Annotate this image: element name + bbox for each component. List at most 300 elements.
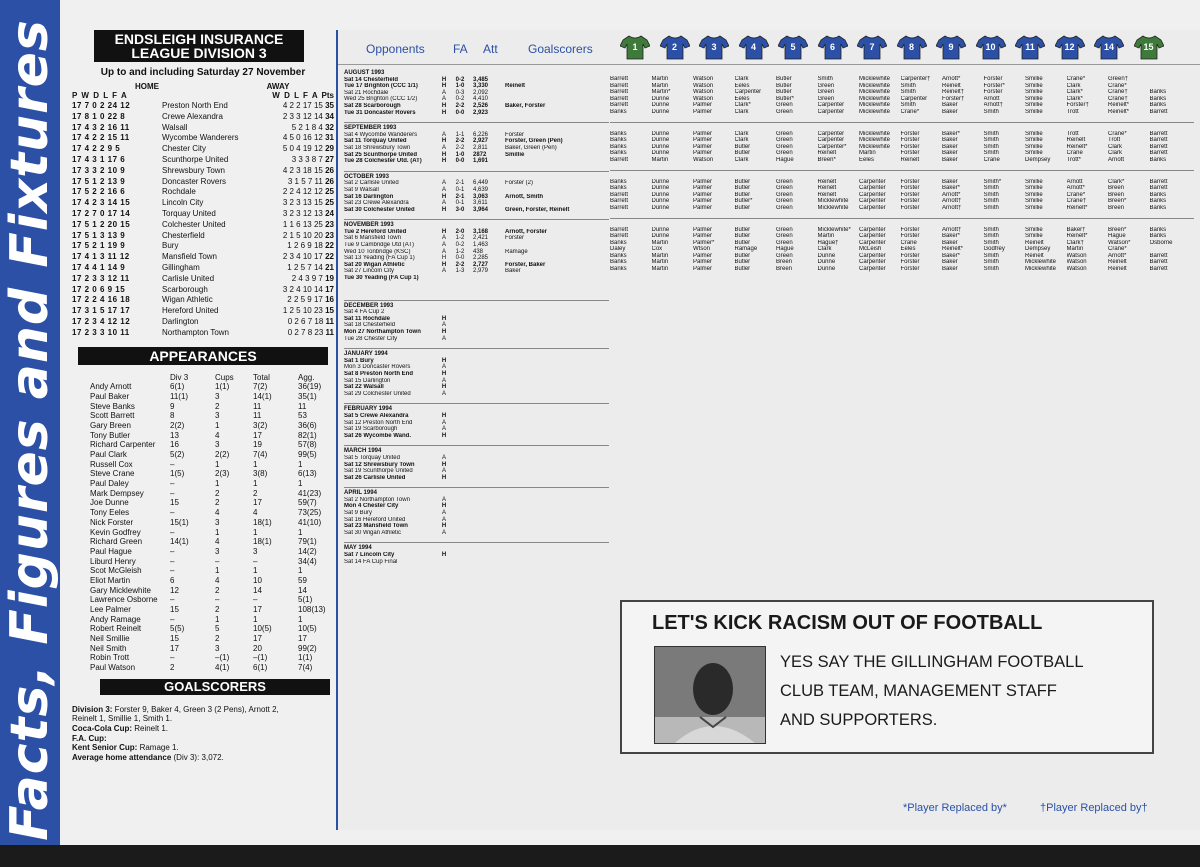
cup-apps: 2(3) [215,469,230,479]
fixture-date-opponent: Sat 11 Torquay United [344,138,407,145]
total-apps: 17 [253,430,262,440]
div3-apps: – [170,459,175,469]
fixture-date-opponent: Sat 16 Hereford United [344,516,406,523]
fixture-score [450,391,470,398]
fixture-score [450,455,470,462]
agg-apps: 1 [298,459,303,469]
lineup-player: Carpenter [817,137,845,144]
appearance-row [72,382,334,392]
lineup-player: Arnott† [942,226,962,233]
cup-apps: 1 [215,479,220,489]
fixture-venue: A [441,96,446,103]
total-apps: 6(1) [253,663,268,673]
lineup-player: Martin [1066,246,1084,253]
lineup-player: Baker* [942,130,961,137]
fixture-score: 0-0 [455,255,465,262]
side-banner [0,0,60,867]
lineup-player: Carpenter [859,191,886,198]
player-name: Scot McGleish [90,566,142,576]
fixtures-panel [336,30,1200,830]
fixture-venue: A [441,180,446,187]
fixture-attendance [470,358,505,365]
fixture-date-opponent: Tue 28 Chester City [344,335,398,342]
fixtures-list [344,68,609,565]
player-name: Paul Daley [90,479,129,489]
total-apps: 2 [253,488,258,498]
fixture-scorers [505,468,605,475]
lineup-player: Micklewhite [859,82,891,89]
fixture-venue: H [441,523,447,530]
shirt-number-10 [976,34,1006,60]
fixture-scorers: Baker [505,268,521,275]
fixture-venue: H [441,329,447,335]
total-apps: 18(1) [253,537,272,547]
lineup-player: Watson [1066,252,1087,259]
lineup-player: Breen [1108,185,1125,192]
lineup-player: Dunne [817,259,836,266]
away-record [255,166,334,177]
player-name: Russell Cox [90,459,133,469]
lineup-player: Butler [734,259,751,266]
div3-apps: 8 [170,411,175,421]
fixture-score [450,322,470,329]
fixture-scorers [505,559,605,566]
home-record: 17 5 2 1 19 9 [72,241,126,251]
lineup-player: Palmer [693,185,713,192]
goalscorer-text: Ramage 1. [137,743,179,753]
fixture-row [344,552,609,559]
league-row [72,295,334,306]
lineup-player: Banks [610,239,627,246]
fixture-venue: A [441,268,446,275]
fixture-attendance: 2,811 [473,144,488,151]
shirt-number-2 [660,34,690,60]
away-record [255,123,334,134]
cup-apps: 4 [215,508,220,518]
col-total: Total [253,372,270,382]
lineup-player: Crane† [1108,89,1128,96]
lineup-player: Martin [651,266,669,273]
lineup-player: Forster† [1066,102,1089,109]
lineup-player: Smith [817,76,833,82]
home-away-labels [72,82,334,91]
lineup-player: Forster [900,143,920,150]
lineup-player: Forster [900,252,920,259]
home-label: HOME [135,82,159,91]
fixture-attendance: 2,285 [473,255,489,262]
lineup-player: Martin [651,259,669,266]
fixture-row [344,309,609,316]
player-name: Lawrence Osborne [90,595,158,605]
fixture-score: 0-1 [455,200,465,207]
fixture-score: 0-0 [455,158,465,165]
fixture-venue [438,275,450,282]
lineup-player: Carpenter [859,226,886,233]
points: 27 [325,154,334,164]
team-name: Darlington [162,316,199,326]
lineup-player: Clark [734,108,749,115]
lineup-player: Arnott† [983,102,1003,109]
lineup-player: Butler [734,204,751,211]
goalscorer-text: (Div 3): 3,072. [171,752,224,762]
lineup-player: Breen* [1108,198,1127,205]
fixture-venue: H [441,76,447,83]
points: 11 [325,316,334,326]
home-record: 17 3 1 5 17 17 [72,306,131,316]
fixture-scorers: Arnott, Forster [505,228,547,235]
lineup-player: Forster [900,259,920,266]
lineup-player: Trott [1108,137,1121,144]
lineup-player: Green [776,150,793,157]
appearance-row [72,624,334,634]
fixture-row [344,132,609,139]
fixture-venue: H [441,158,447,165]
away-values: 2 4 3 9 7 [291,273,323,283]
goalscorer-label: Average home attendance [72,752,172,762]
player-name: Lee Palmer [90,605,131,615]
lineup-player: Green [776,191,793,198]
player-name: Richard Carpenter [90,440,156,450]
lineup-player: Watson [693,76,714,82]
cup-apps: 1 [215,459,220,469]
fixture-row [344,358,609,365]
lineup-row [610,205,1194,212]
shirt-label: 5 [790,42,796,52]
team-name: Mansfield Town [162,252,217,262]
fixture-attendance [470,530,505,537]
lineup-player: Baker [942,266,958,273]
lineup-player: Palmer [693,233,713,240]
cup-apps: 1 [215,566,220,576]
lineup-row [610,157,1194,164]
lineup-player: Palmer [693,266,713,273]
fixture-attendance [470,468,505,475]
fixture-score: 2-2 [455,102,465,109]
lineup-row [610,131,1194,138]
fixture-attendance: 3,168 [473,228,489,235]
lineup-player: Palmer [693,102,713,109]
appearance-row [72,576,334,586]
fixture-scorers [505,523,605,530]
league-row [72,101,334,112]
points: 23 [325,230,334,240]
fixture-attendance [470,510,505,517]
fixture-attendance: 3,330 [473,83,489,90]
div3-apps: – [170,556,175,566]
lineup-player: Smith [983,226,999,233]
fixture-venue: A [441,200,446,207]
player-name: Mark Dempsey [90,488,144,498]
lineup-row [610,185,1194,192]
fixture-attendance: 4,410 [473,96,489,103]
lineup-player: Palmer* [693,239,715,246]
fixture-attendance [470,517,505,524]
fixture-row [344,433,609,440]
lineup-player: Barrett [610,156,629,163]
home-record: 17 2 0 6 9 15 [72,284,126,294]
lineup-block [610,218,1194,273]
fixture-scorers: Reinelt [505,83,526,90]
team-name: Chesterfield [162,230,205,240]
div3-apps: 2(2) [170,420,185,430]
lineup-player: Martin [651,252,669,259]
away-values: 0 2 6 7 18 [287,316,324,326]
lineup-player: Carpenter [859,239,886,246]
total-apps: 3(2) [253,420,268,430]
fixture-attendance [470,559,505,566]
fixture-scorers: Forster [505,235,525,242]
fixture-scorers: Forster [505,131,525,138]
fixture-attendance: 3,964 [473,206,489,213]
lineup-player: Barrett [610,95,629,102]
lineup-player: Smillie [1025,226,1043,233]
appearance-row [72,653,334,663]
fixture-venue: H [441,552,447,559]
fixture-row [344,194,609,201]
points: 25 [325,198,334,208]
points: 17 [325,284,334,294]
lineup-player: Forster [900,226,920,233]
lineup-player: Forster† [942,95,965,102]
lineup-player: Baker [942,150,958,157]
kick-racism-box [620,600,1154,754]
total-apps: –(1) [253,653,268,663]
cup-apps: 3 [215,391,220,401]
lineup-player: Baker [942,108,958,115]
fixture-scorers [505,497,605,504]
lineup-player: Clark† [1066,239,1084,246]
fixture-scorers [505,517,605,524]
agg-apps: 11 [298,401,307,411]
goalscorer-text: Reinelt 1. [132,724,169,734]
goalscorer-line [72,743,334,753]
cup-apps: – [215,556,220,566]
points: 35 [325,101,334,110]
lineup-player: Dunne [651,130,670,137]
lineup-player: Micklewhite* [817,226,851,233]
racism-line: CLUB TEAM, MANAGEMENT STAFF [780,682,1057,700]
lineup-player: Banks [1149,102,1167,109]
league-row [72,220,334,231]
player-name: Nick Forster [90,517,134,527]
fixture-score [450,503,470,510]
fixture-date-opponent: Sat 22 Walsall [344,384,384,391]
fixture-attendance: 1,463 [473,242,489,249]
opponents-header: Opponents [366,42,425,56]
fixture-venue: A [441,529,446,536]
lineup-player: Barrett [1149,259,1168,266]
fixture-date-opponent: Sat 5 Crewe Alexandra [344,412,409,419]
lineup-player: Martin [651,156,669,163]
fixture-row [344,249,609,256]
league-column-headers [72,91,334,101]
fixture-date-opponent: Sat 27 Lincoln City [344,268,395,275]
fixture-row [344,517,609,524]
cup-apps: 2 [215,498,220,508]
cup-apps: –(1) [215,653,230,663]
fixture-score: 3-0 [455,206,465,213]
league-row [72,112,334,123]
lineup-player: Smillie [1025,76,1043,82]
fixture-row [344,90,609,97]
away-record [255,241,334,252]
fixture-venue: A [441,235,446,242]
lineup-player: Dunne [651,233,670,240]
team-name: Walsall [162,122,188,132]
lineup-player: Crane† [1066,198,1087,205]
fixture-attendance: 2,092 [473,89,489,96]
shirt-number-11 [1015,34,1045,60]
lineup-player: Smith [983,198,999,205]
team-name: Wycombe Wanderers [162,133,239,143]
team-name: Doncaster Rovers [162,176,227,186]
lineup-player: Dunne [651,198,670,205]
team-name: Lincoln City [162,198,204,208]
fixture-score [450,413,470,420]
lineup-player: Green [776,239,793,246]
fixture-row [344,180,609,187]
lineup-player: Dunne [651,137,670,144]
lineup-player: Clark [1108,143,1123,150]
fixture-score [450,358,470,365]
player-name: Gary Micklewhite [90,585,151,595]
lineup-player: Arnott [1066,178,1083,185]
home-column-headers: P W D L F A [72,91,127,100]
appearance-row [72,489,334,499]
lineup-player: Banks [1149,198,1167,205]
appearance-row [72,460,334,470]
lineup-player: Barrett [610,226,629,233]
team-name: Scunthorpe United [162,154,229,164]
cup-apps: 4 [215,575,220,585]
lineup-player: Barrett [610,76,629,82]
lineup-player: Breen* [1108,226,1127,233]
agg-apps: 5(1) [298,595,313,605]
fixture-row [344,455,609,462]
lineup-player: Smillie [1025,233,1043,240]
appearance-row [72,634,334,644]
fixture-venue: H [441,261,447,268]
player-name: Tony Butler [90,430,131,440]
lineup-player: Trott [1066,108,1079,115]
fixture-row [344,420,609,427]
fixture-attendance: 2,526 [473,102,489,109]
fixture-row [344,371,609,378]
lineup-player: Green [776,185,793,192]
fixture-attendance [470,329,505,336]
fixture-date-opponent: Sat 4 Wycombe Wanderers [344,131,418,138]
player-name: Paul Hague [90,546,132,556]
fixture-row [344,235,609,242]
fixture-score: 2-1 [455,193,465,200]
lineup-player: Clark [1108,150,1123,157]
div3-apps: 15(1) [170,517,189,527]
lineup-player: Micklewhite [859,108,891,115]
shirt-number-7 [857,34,887,60]
away-values: 2 1 5 10 20 [282,230,323,240]
lineup-player: Smith [983,185,999,192]
player-name: Neil Smillie [90,634,130,644]
lineup-player: Micklewhite [859,137,891,144]
fixture-score [450,475,470,482]
lineup-player: Eeles [734,95,750,102]
lineup-player: Butler [776,89,792,96]
lineup-player: Reinelt [1108,266,1127,273]
fixture-score [450,530,470,537]
shirt-label: 4 [750,42,756,52]
fixture-row [344,187,609,194]
team-name: Chester City [162,144,207,154]
fixture-venue: H [441,151,447,158]
lineup-player: Forster [900,198,920,205]
away-values: 5 2 1 8 4 [291,122,323,132]
fixture-date-opponent: Sat 26 Carlisle United [344,474,406,481]
shirt-label: 3 [711,42,717,52]
agg-apps: 1 [298,479,303,489]
fixture-venue: A [441,186,446,193]
agg-apps: 53 [298,411,307,421]
lineup-player: Carpenter [859,259,886,266]
team-name: Carlisle United [162,273,215,283]
lineup-player: Clark [1066,82,1081,89]
fixture-venue: H [441,432,447,439]
fixture-score [450,433,470,440]
goalscorer-line [72,734,334,744]
appearance-row [72,498,334,508]
cup-apps: – [215,595,220,605]
fixture-score [450,517,470,524]
lineup-player: Clark [734,156,749,163]
fixture-attendance: 6,226 [473,131,489,138]
away-column-headers: W D L F A Pts [272,91,334,100]
team-name: Northampton Town [162,327,229,337]
lineup-player: Green [776,252,793,259]
lineup-player: Godfrey [983,246,1005,253]
lineup-player: Reinelt [1066,137,1086,144]
lineup-player: Smith [983,239,999,246]
lineup-player: Clark [734,130,749,137]
league-row [72,306,334,317]
fixture-venue: A [441,454,446,461]
home-record: 17 4 2 2 9 5 [72,144,121,154]
home-record: 17 8 1 0 22 8 [72,111,126,121]
fixture-venue: H [441,193,447,200]
lineup-player: Green [776,198,793,205]
cup-apps: 3 [215,546,220,556]
league-row [72,252,334,263]
player-name: Scott Barrett [90,411,135,421]
lineup-block [610,170,1194,212]
fixture-scorers [505,96,605,103]
lineup-player: Palmer [693,259,713,266]
lineup-player: Micklewhite [859,89,891,96]
fixture-scorers [505,420,605,427]
away-record [255,144,334,155]
lineup-player: Crane [1066,150,1083,157]
lineup-player: Butler [734,252,751,259]
agg-apps: 41(23) [298,488,322,498]
total-apps: 14 [253,585,262,595]
lineup-player: Barrett [610,82,629,89]
racism-text [780,648,1140,735]
total-apps: – [253,595,258,605]
fixture-row [344,152,609,159]
fixture-score: 0-0 [455,109,465,116]
lineup-player: Carpenter [859,252,886,259]
fixture-row [344,426,609,433]
fixture-venue: A [441,144,446,151]
lineup-player: Micklewhite [859,143,891,150]
